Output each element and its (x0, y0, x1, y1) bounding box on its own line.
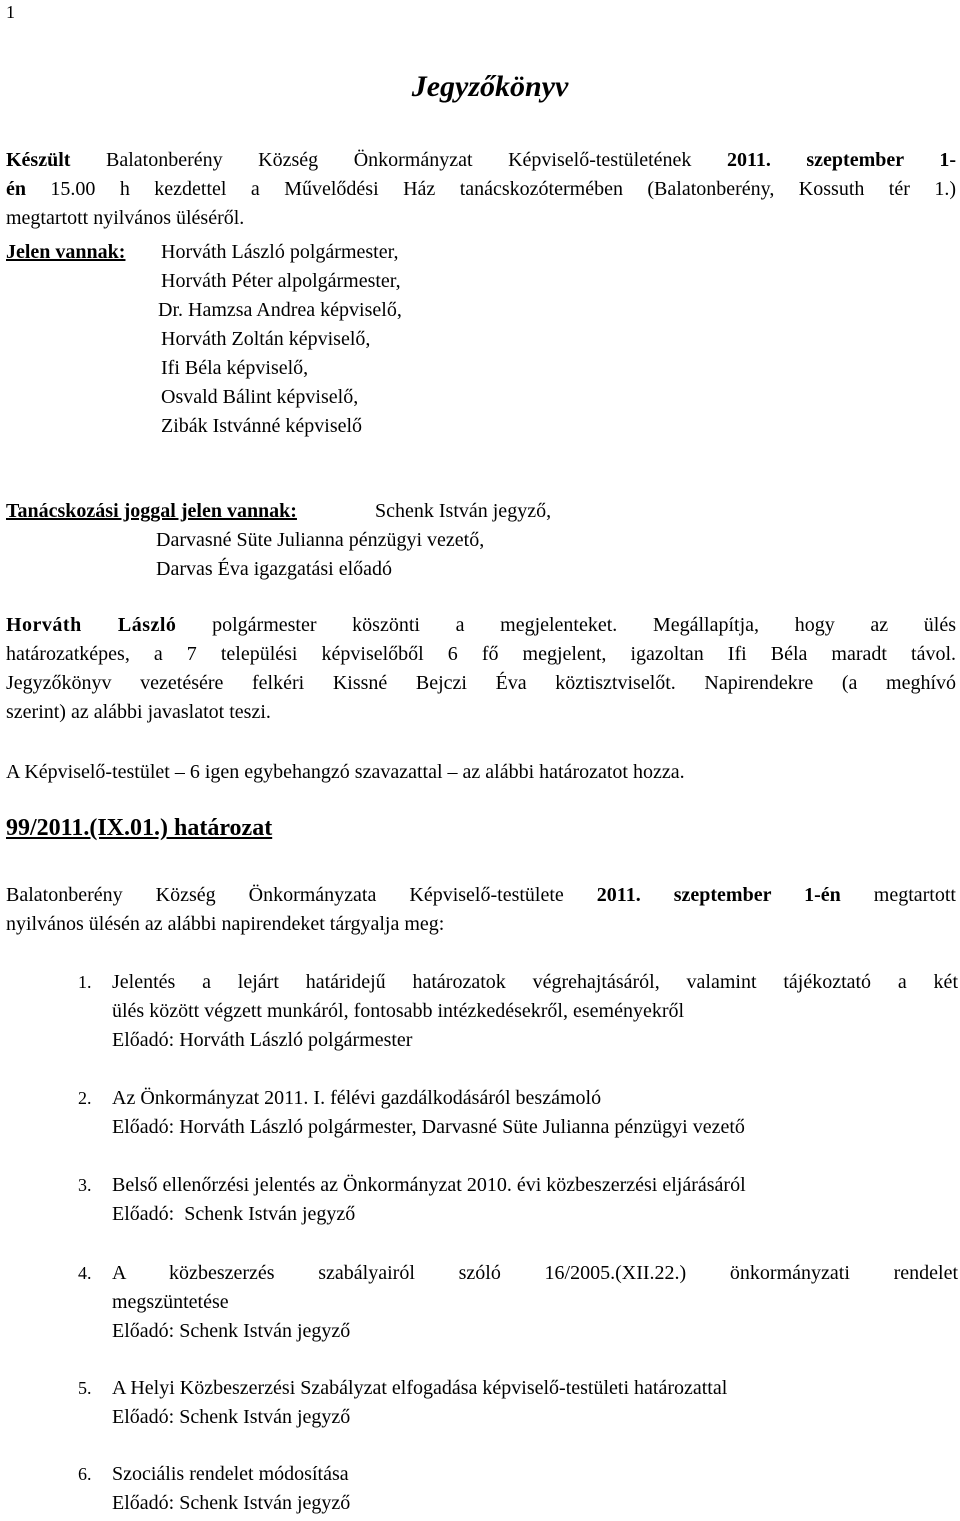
agenda-presenter: Előadó: Schenk István jegyző (112, 1406, 351, 1428)
agenda-line: megszüntetése (112, 1291, 229, 1313)
present-list (158, 238, 402, 441)
intro-paragraph (6, 146, 956, 233)
advisory-member: Darvas Éva igazgatási előadó (156, 558, 393, 580)
resolution-line-1: Balatonberény Község Önkormányzata Képviselő-testülete 2011. szeptember 1-én megtartott (6, 884, 956, 906)
agenda-item-2 (112, 1084, 958, 1142)
advisory-first: Schenk István jegyző, (375, 500, 552, 522)
resolution-line-2: nyilvános ülésén az alábbi napirendeket tárgyalja meg: (6, 913, 445, 935)
agenda-number: 1. (78, 972, 92, 992)
advisory-label: Tanácskozási joggal jelen vannak: (6, 500, 297, 522)
present-member: Horváth László polgármester, (161, 241, 399, 263)
present-member: Osvald Bálint képviselő, (161, 386, 359, 408)
present-member: Ifi Béla képviselő, (161, 357, 309, 379)
agenda-number: 4. (78, 1263, 92, 1283)
intro-line-3: megtartott nyilvános üléséről. (6, 207, 245, 229)
present-member: Zibák Istvánné képviselő (161, 415, 363, 437)
present-member: Horváth Péter alpolgármester, (161, 270, 401, 292)
agenda-item-6 (112, 1460, 958, 1518)
present-member: Dr. Hamzsa Andrea képviselő, (158, 299, 402, 321)
opening-line-4: szerint) az alábbi javaslatot teszi. (6, 701, 271, 723)
agenda-presenter: Előadó: Horváth László polgármester (112, 1029, 413, 1051)
agenda-number: 2. (78, 1088, 92, 1108)
agenda-item-1 (112, 968, 958, 1055)
agenda-line: A közbeszerzés szabályairól szóló 16/2005.(XII.22.) önkormányzati rendelet (112, 1262, 958, 1284)
page-number: 1 (6, 2, 15, 22)
agenda-line: Jelentés a lejárt határidejű határozatok végrehajtásáról, valamint tájékoztató a két (112, 971, 958, 993)
agenda-item-4 (112, 1259, 958, 1346)
agenda-number: 3. (78, 1175, 92, 1195)
agenda-line: ülés között végzett munkáról, fontosabb intézkedésekről, eseményekről (112, 1000, 685, 1022)
agenda-presenter: Előadó: Schenk István jegyző (112, 1203, 356, 1225)
document-title: Jegyzőkönyv (411, 70, 569, 103)
agenda-line: Belső ellenőrzési jelentés az Önkormányzat 2010. évi közbeszerzési eljárásáról (112, 1174, 746, 1196)
resolution-heading: 99/2011.(IX.01.) határozat (6, 815, 273, 841)
agenda-line: Szociális rendelet módosítása (112, 1463, 349, 1485)
agenda-line: A Helyi Közbeszerzési Szabályzat elfogadása képviselő-testületi határozattal (112, 1377, 728, 1399)
agenda-number: 5. (78, 1378, 92, 1398)
present-member: Horváth Zoltán képviselő, (161, 328, 371, 350)
intro-line-2: én 15.00 h kezdettel a Művelődési Ház tanácskozótermében (Balatonberény, Kossuth tér 1.) (6, 178, 956, 200)
opening-paragraph (6, 611, 956, 727)
agenda-number: 6. (78, 1464, 92, 1484)
present-label: Jelen vannak: (6, 241, 126, 263)
agenda-line: Az Önkormányzat 2011. I. félévi gazdálkodásáról beszámoló (112, 1087, 602, 1109)
agenda-item-5 (112, 1374, 958, 1432)
intro-line-1: Készült Balatonberény Község Önkormányzat Képviselő-testületének 2011. szeptember 1- (6, 149, 956, 171)
advisory-list (156, 526, 484, 584)
agenda-presenter: Előadó: Schenk István jegyző (112, 1492, 351, 1514)
resolution-intro (6, 881, 956, 939)
agenda-presenter: Előadó: Horváth László polgármester, Darvasné Süte Julianna pénzügyi vezető (112, 1116, 745, 1138)
opening-line-2: határozatképes, a 7 települési képviselőből 6 fő megjelent, igazoltan Ifi Béla maradt távol. (6, 643, 956, 665)
agenda-item-3 (112, 1171, 958, 1229)
agenda-presenter: Előadó: Schenk István jegyző (112, 1320, 351, 1342)
vote-sentence: A Képviselő-testület – 6 igen egybehangzó szavazattal – az alábbi határozatot hozza. (6, 761, 685, 783)
opening-line-1: Horváth László polgármester köszönti a megjelenteket. Megállapítja, hogy az ülés (6, 614, 956, 636)
advisory-member: Darvasné Süte Julianna pénzügyi vezető, (156, 529, 485, 551)
opening-line-3: Jegyzőkönyv vezetésére felkéri Kissné Bejczi Éva köztisztviselőt. Napirendekre (a meghívó (6, 672, 956, 694)
